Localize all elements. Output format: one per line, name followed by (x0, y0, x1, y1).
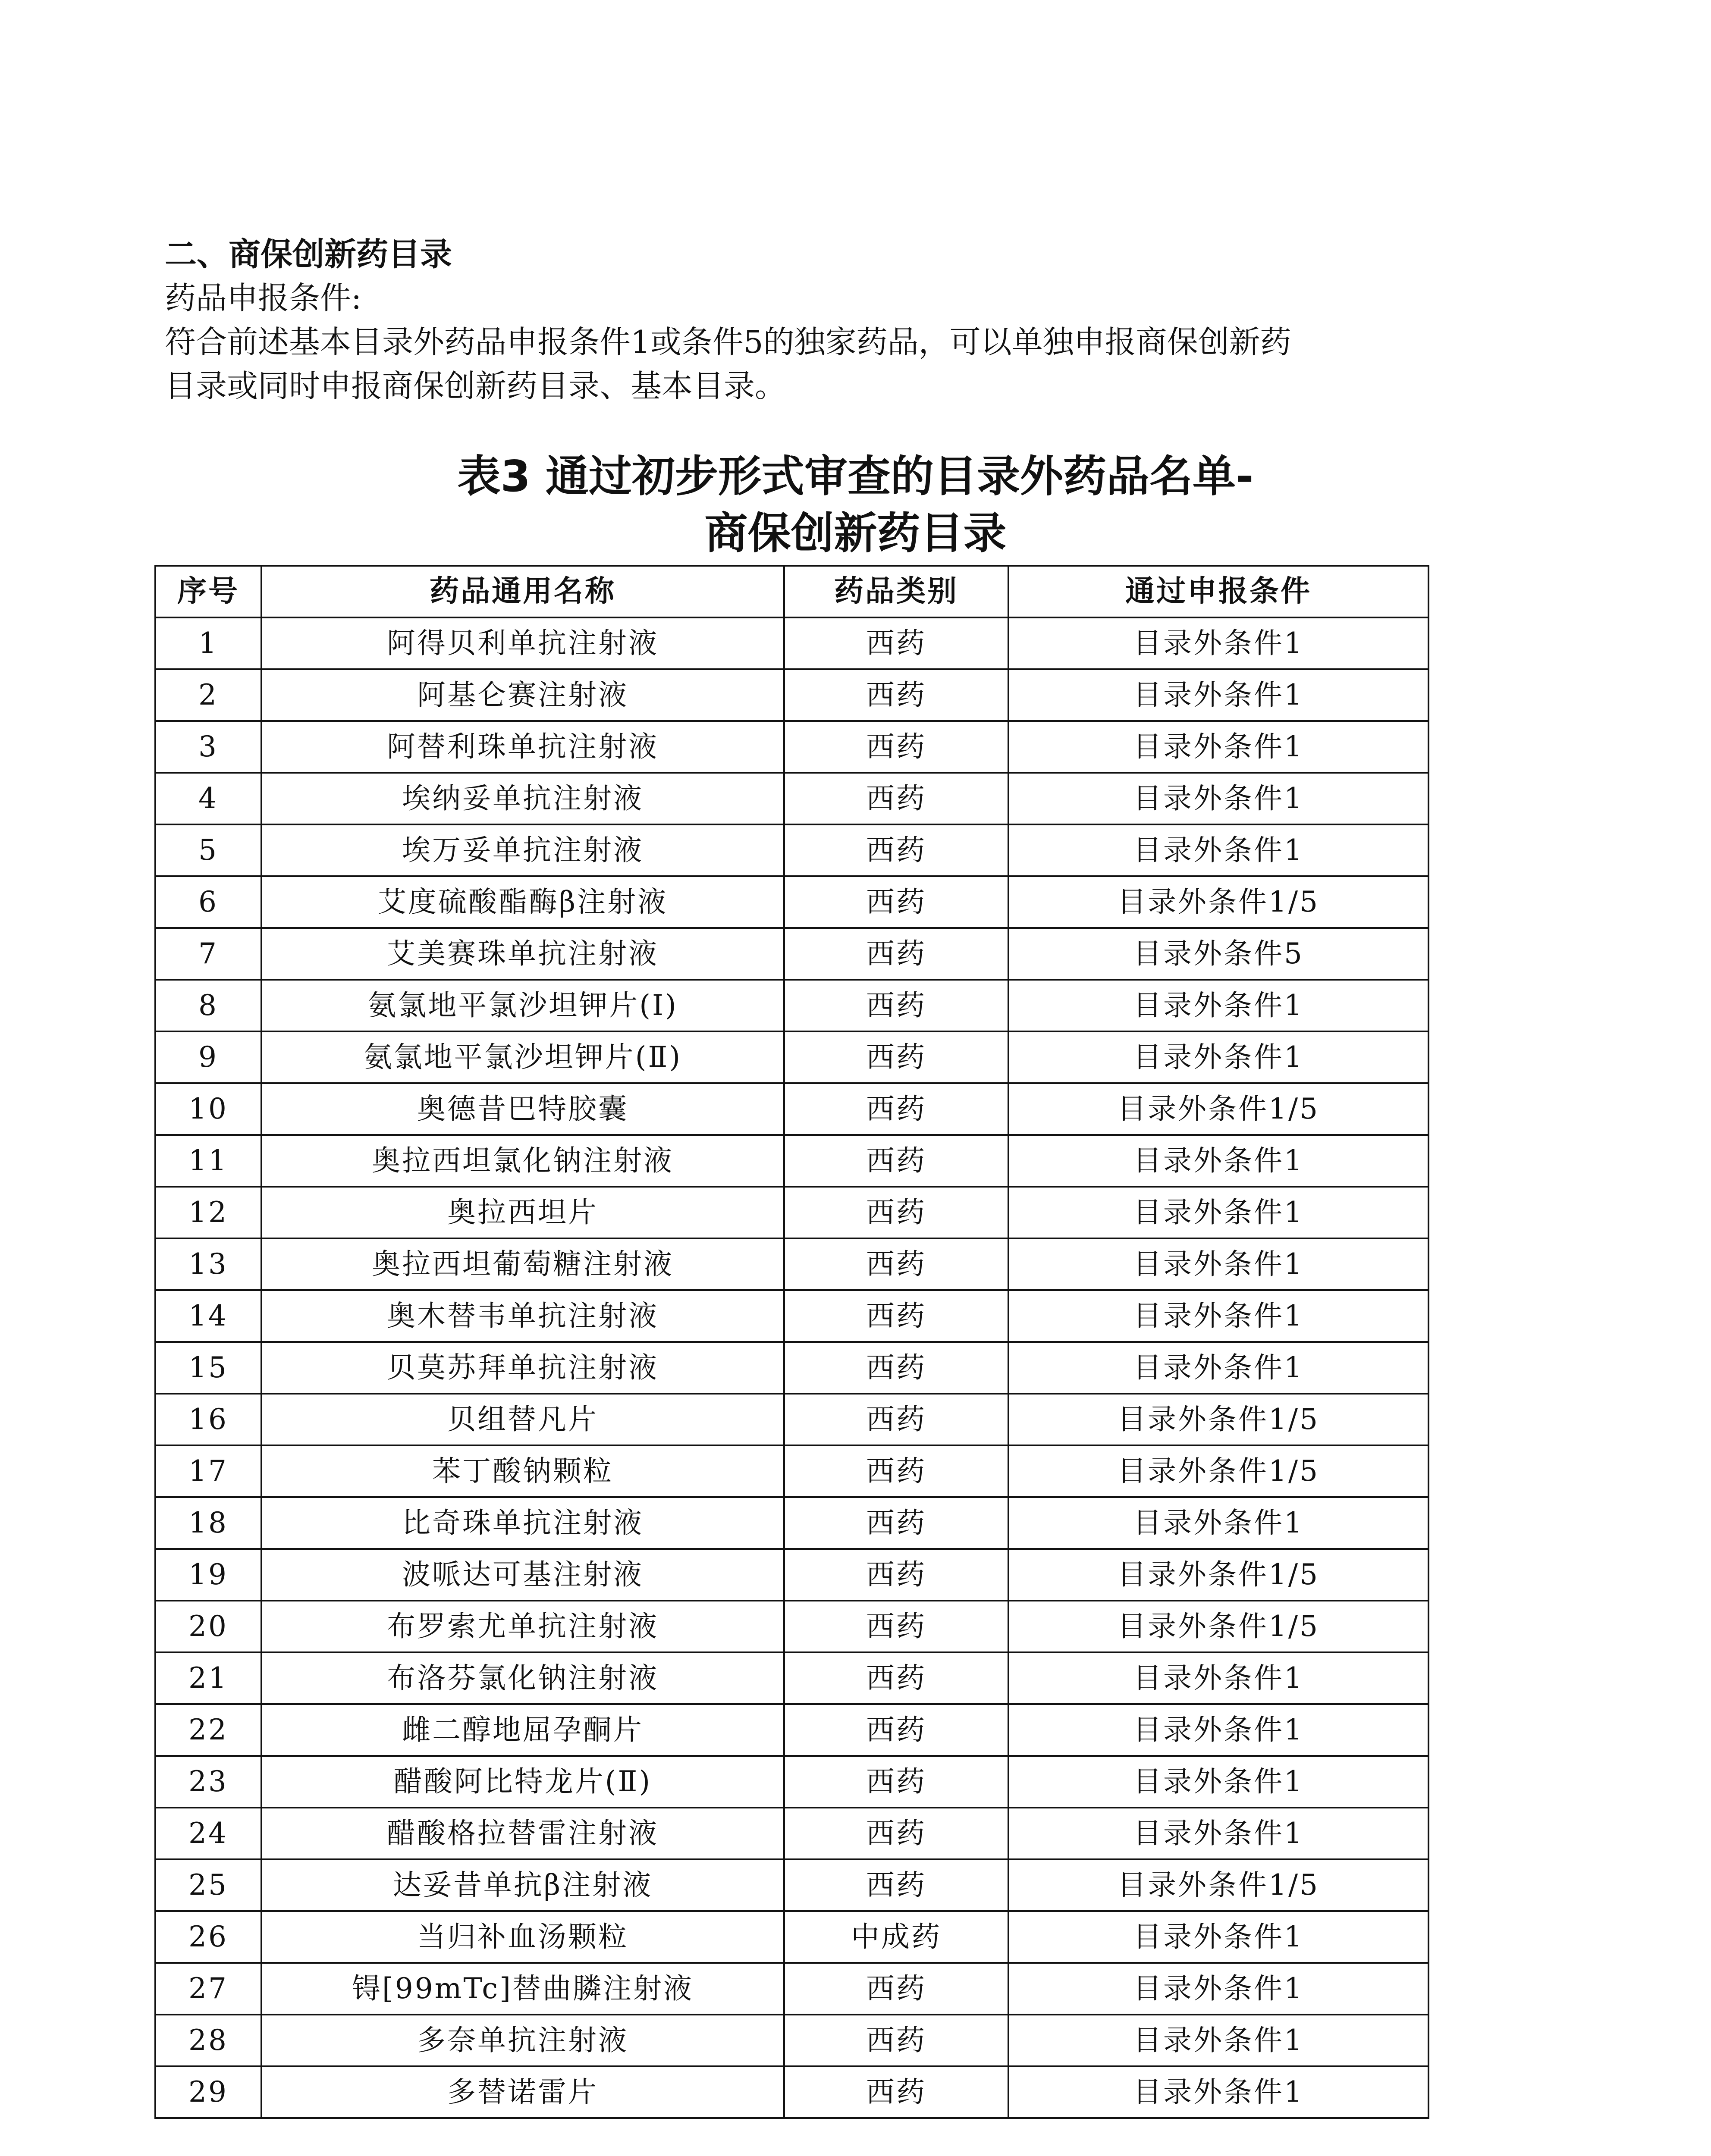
table-title-line-2: 商保创新药目录 (704, 508, 1007, 558)
table-row (155, 773, 1428, 824)
cell-condition: 目录外条件1 (1008, 1704, 1428, 1756)
cell-index: 7 (155, 928, 261, 980)
cell-index: 11 (155, 1135, 261, 1187)
cell-condition: 目录外条件1 (1008, 1187, 1428, 1238)
cell-condition: 目录外条件1/5 (1008, 1859, 1428, 1911)
cell-drug-category: 西药 (784, 1187, 1008, 1238)
cell-drug-name: 醋酸阿比特龙片(Ⅱ) (261, 1756, 784, 1808)
cell-condition: 目录外条件1/5 (1008, 1601, 1428, 1652)
cell-drug-name: 多替诺雷片 (261, 2066, 784, 2118)
cell-drug-category: 西药 (784, 1859, 1008, 1911)
cell-condition: 目录外条件1 (1008, 1342, 1428, 1394)
cell-drug-name: 奥拉西坦片 (261, 1187, 784, 1238)
table-row (155, 1549, 1428, 1601)
cell-index: 6 (155, 876, 261, 928)
table-row (155, 1601, 1428, 1652)
cell-condition: 目录外条件1 (1008, 2066, 1428, 2118)
table-row (155, 1031, 1428, 1083)
table-row (155, 1187, 1428, 1238)
cell-drug-category: 西药 (784, 1083, 1008, 1135)
cell-drug-name: 雌二醇地屈孕酮片 (261, 1704, 784, 1756)
header-index: 序号 (155, 566, 261, 617)
header-drug-category: 药品类别 (784, 566, 1008, 617)
cell-drug-name: 氨氯地平氯沙坦钾片(Ⅱ) (261, 1031, 784, 1083)
table-row (155, 617, 1428, 669)
cell-index: 14 (155, 1290, 261, 1342)
cell-drug-category: 西药 (784, 1963, 1008, 2015)
cell-drug-category: 西药 (784, 1601, 1008, 1652)
table-row (155, 824, 1428, 876)
cell-index: 26 (155, 1911, 261, 1963)
cell-drug-category: 西药 (784, 1342, 1008, 1394)
table-row (155, 2066, 1428, 2118)
cell-index: 23 (155, 1756, 261, 1808)
cell-drug-category: 西药 (784, 773, 1008, 824)
cell-drug-name: 奥德昔巴特胶囊 (261, 1083, 784, 1135)
cell-condition: 目录外条件1 (1008, 980, 1428, 1031)
cell-condition: 目录外条件1/5 (1008, 1083, 1428, 1135)
cell-condition: 目录外条件1 (1008, 1808, 1428, 1859)
cell-index: 10 (155, 1083, 261, 1135)
cell-drug-name: 布洛芬氯化钠注射液 (261, 1652, 784, 1704)
cell-index: 15 (155, 1342, 261, 1394)
cell-drug-name: 醋酸格拉替雷注射液 (261, 1808, 784, 1859)
cell-drug-name: 阿得贝利单抗注射液 (261, 617, 784, 669)
table-row (155, 1238, 1428, 1290)
cell-drug-category: 西药 (784, 1704, 1008, 1756)
cell-drug-category: 西药 (784, 1394, 1008, 1445)
cell-drug-category: 西药 (784, 1445, 1008, 1497)
cell-index: 22 (155, 1704, 261, 1756)
cell-index: 8 (155, 980, 261, 1031)
cell-condition: 目录外条件1 (1008, 1756, 1428, 1808)
cell-drug-name: 埃万妥单抗注射液 (261, 824, 784, 876)
cell-index: 1 (155, 617, 261, 669)
table-row (155, 1859, 1428, 1911)
cell-condition: 目录外条件1 (1008, 1135, 1428, 1187)
table-header-row (155, 566, 1428, 617)
cell-drug-category: 西药 (784, 980, 1008, 1031)
cell-drug-name: 阿替利珠单抗注射液 (261, 721, 784, 773)
table-row (155, 980, 1428, 1031)
cell-drug-category: 西药 (784, 1549, 1008, 1601)
cell-drug-name: 多奈单抗注射液 (261, 2015, 784, 2066)
cell-condition: 目录外条件1 (1008, 824, 1428, 876)
intro-line-2: 符合前述基本目录外药品申报条件1或条件5的独家药品，可以单独申报商保创新药 (165, 324, 1291, 360)
cell-drug-name: 当归补血汤颗粒 (261, 1911, 784, 1963)
cell-condition: 目录外条件1 (1008, 1497, 1428, 1549)
cell-condition: 目录外条件1/5 (1008, 876, 1428, 928)
cell-drug-name: 贝组替凡片 (261, 1394, 784, 1445)
cell-index: 12 (155, 1187, 261, 1238)
cell-index: 17 (155, 1445, 261, 1497)
cell-drug-category: 西药 (784, 928, 1008, 980)
header-drug-name: 药品通用名称 (261, 566, 784, 617)
table-row (155, 1445, 1428, 1497)
cell-drug-category: 西药 (784, 876, 1008, 928)
table-row (155, 1808, 1428, 1859)
table-row (155, 1290, 1428, 1342)
cell-condition: 目录外条件1 (1008, 773, 1428, 824)
table-row (155, 1911, 1428, 1963)
cell-condition: 目录外条件1 (1008, 721, 1428, 773)
table-row (155, 1342, 1428, 1394)
table-row (155, 928, 1428, 980)
cell-index: 3 (155, 721, 261, 773)
cell-index: 20 (155, 1601, 261, 1652)
cell-index: 19 (155, 1549, 261, 1601)
cell-drug-category: 西药 (784, 1756, 1008, 1808)
cell-index: 5 (155, 824, 261, 876)
cell-drug-category: 西药 (784, 1652, 1008, 1704)
cell-condition: 目录外条件1 (1008, 1031, 1428, 1083)
cell-index: 27 (155, 1963, 261, 2015)
cell-drug-category: 西药 (784, 669, 1008, 721)
table-row (155, 1083, 1428, 1135)
cell-condition: 目录外条件1/5 (1008, 1549, 1428, 1601)
cell-drug-name: 艾美赛珠单抗注射液 (261, 928, 784, 980)
cell-index: 21 (155, 1652, 261, 1704)
cell-index: 16 (155, 1394, 261, 1445)
cell-condition: 目录外条件1 (1008, 1911, 1428, 1963)
cell-condition: 目录外条件1 (1008, 1290, 1428, 1342)
table-row (155, 1394, 1428, 1445)
table-row (155, 1756, 1428, 1808)
cell-drug-category: 西药 (784, 1031, 1008, 1083)
cell-drug-name: 奥拉西坦氯化钠注射液 (261, 1135, 784, 1187)
cell-condition: 目录外条件5 (1008, 928, 1428, 980)
cell-drug-category: 西药 (784, 2066, 1008, 2118)
cell-drug-name: 奥木替韦单抗注射液 (261, 1290, 784, 1342)
intro-paragraph (165, 276, 1459, 408)
table-row (155, 1497, 1428, 1549)
cell-condition: 目录外条件1 (1008, 1963, 1428, 2015)
cell-drug-category: 西药 (784, 2015, 1008, 2066)
cell-drug-category: 西药 (784, 721, 1008, 773)
cell-condition: 目录外条件1 (1008, 1652, 1428, 1704)
table-row (155, 1652, 1428, 1704)
header-condition: 通过申报条件 (1008, 566, 1428, 617)
section-heading: 二、商保创新药目录 (165, 236, 452, 273)
cell-index: 29 (155, 2066, 261, 2118)
cell-drug-category: 西药 (784, 1290, 1008, 1342)
table-row (155, 1704, 1428, 1756)
cell-drug-name: 布罗索尤单抗注射液 (261, 1601, 784, 1652)
cell-drug-name: 氨氯地平氯沙坦钾片(Ⅰ) (261, 980, 784, 1031)
table-row (155, 2015, 1428, 2066)
intro-line-1: 药品申报条件: (165, 280, 362, 316)
table-body (155, 617, 1428, 2118)
cell-drug-name: 贝莫苏拜单抗注射液 (261, 1342, 784, 1394)
cell-drug-category: 西药 (784, 1497, 1008, 1549)
cell-drug-name: 奥拉西坦葡萄糖注射液 (261, 1238, 784, 1290)
cell-index: 9 (155, 1031, 261, 1083)
cell-drug-name: 阿基仑赛注射液 (261, 669, 784, 721)
cell-drug-name: 比奇珠单抗注射液 (261, 1497, 784, 1549)
cell-drug-category: 西药 (784, 617, 1008, 669)
cell-drug-name: 锝[99mTc]替曲膦注射液 (261, 1963, 784, 2015)
cell-drug-name: 波哌达可基注射液 (261, 1549, 784, 1601)
cell-index: 13 (155, 1238, 261, 1290)
table-row (155, 721, 1428, 773)
cell-drug-category: 西药 (784, 1808, 1008, 1859)
cell-index: 18 (155, 1497, 261, 1549)
cell-condition: 目录外条件1/5 (1008, 1394, 1428, 1445)
cell-condition: 目录外条件1 (1008, 2015, 1428, 2066)
table-row (155, 669, 1428, 721)
cell-drug-category: 西药 (784, 824, 1008, 876)
cell-drug-name: 艾度硫酸酯酶β注射液 (261, 876, 784, 928)
cell-condition: 目录外条件1/5 (1008, 1445, 1428, 1497)
table-title-line-1: 表3 通过初步形式审查的目录外药品名单- (457, 451, 1254, 501)
cell-drug-name: 埃纳妥单抗注射液 (261, 773, 784, 824)
cell-index: 24 (155, 1808, 261, 1859)
cell-drug-category: 中成药 (784, 1911, 1008, 1963)
cell-index: 4 (155, 773, 261, 824)
cell-drug-category: 西药 (784, 1135, 1008, 1187)
table-row (155, 876, 1428, 928)
cell-index: 28 (155, 2015, 261, 2066)
cell-condition: 目录外条件1 (1008, 617, 1428, 669)
cell-condition: 目录外条件1 (1008, 669, 1428, 721)
cell-drug-name: 苯丁酸钠颗粒 (261, 1445, 784, 1497)
table-row (155, 1135, 1428, 1187)
cell-drug-name: 达妥昔单抗β注射液 (261, 1859, 784, 1911)
drug-table (154, 565, 1429, 2119)
cell-index: 25 (155, 1859, 261, 1911)
cell-condition: 目录外条件1 (1008, 1238, 1428, 1290)
intro-line-3: 目录或同时申报商保创新药目录、基本目录。 (165, 368, 786, 404)
cell-drug-category: 西药 (784, 1238, 1008, 1290)
cell-index: 2 (155, 669, 261, 721)
table-row (155, 1963, 1428, 2015)
